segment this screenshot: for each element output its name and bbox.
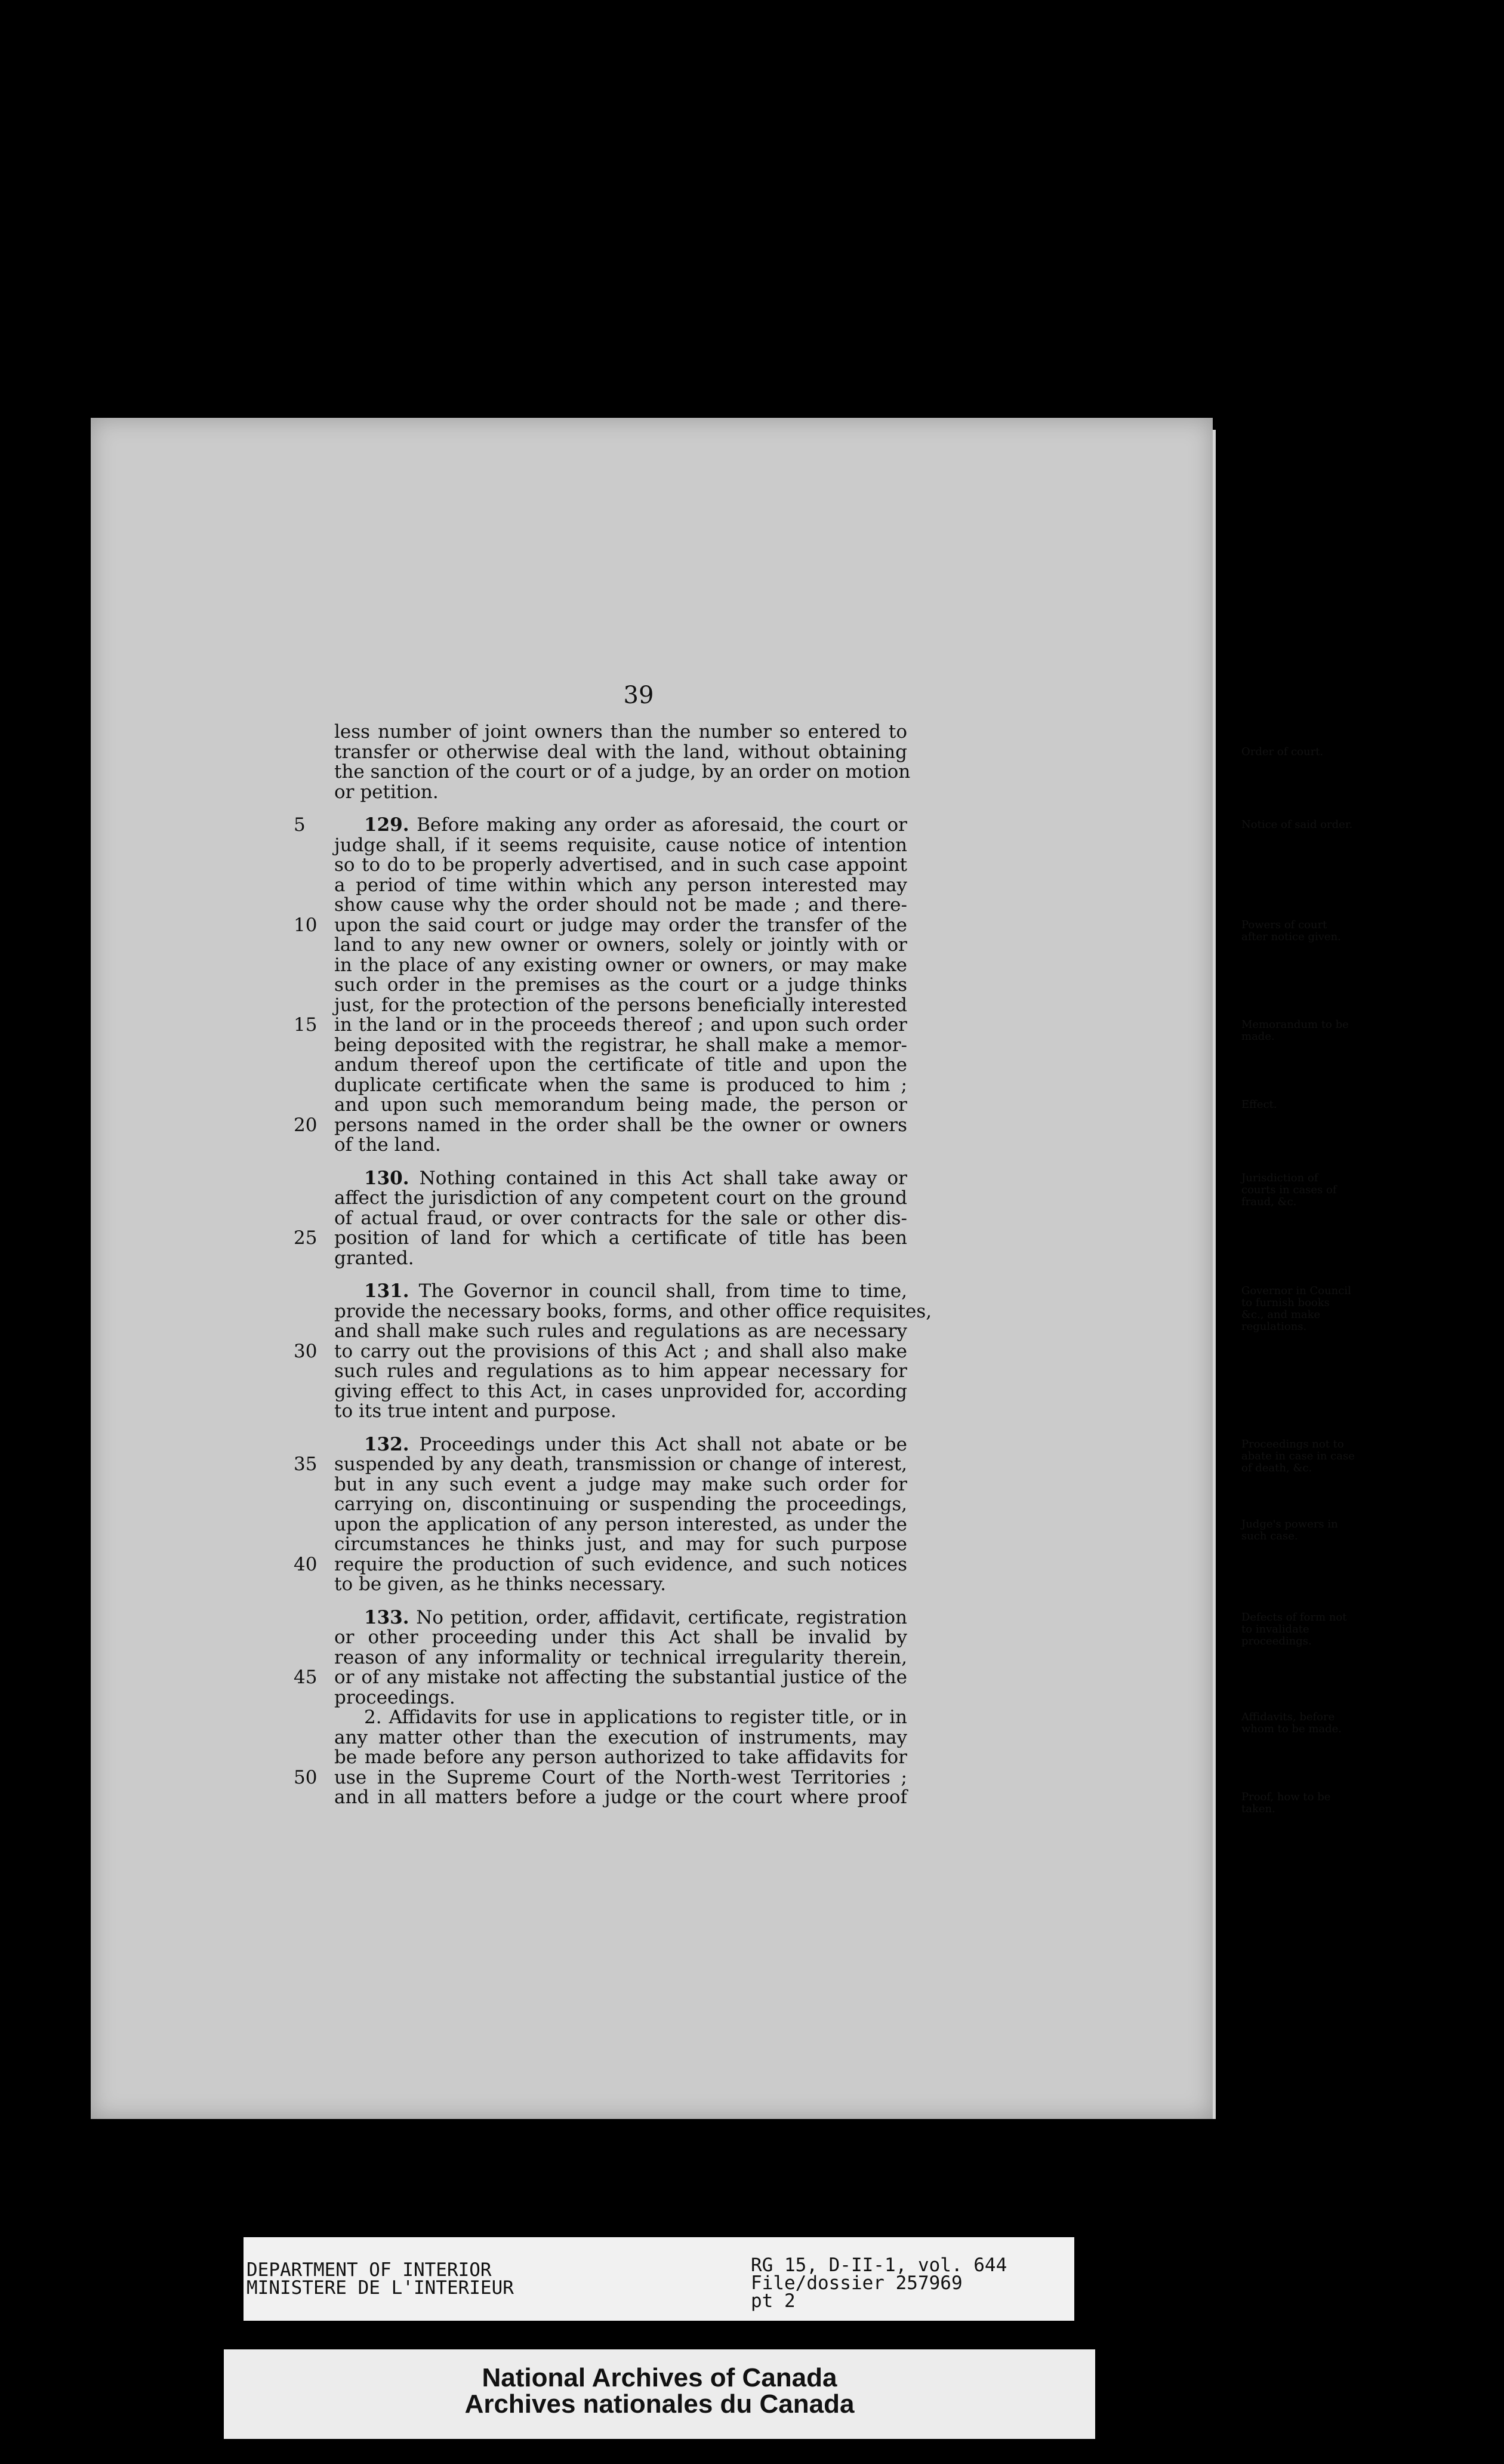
line-text: being deposited with the registrar, he shall make a memor-	[334, 1034, 907, 1056]
margin-note: Defects of form not to invalidate proceedings.	[1241, 1610, 1347, 1647]
line-text: circumstances he thinks just, and may for such purpose	[334, 1533, 907, 1555]
text-line	[294, 1766, 907, 1788]
line-text: and in all matters before a judge or the court where proof	[334, 1787, 907, 1808]
line-text: but in any such event a judge may make such order for	[334, 1473, 907, 1495]
text-line	[294, 1227, 907, 1249]
paragraph-gap	[334, 1268, 907, 1282]
line-text: such rules and regulations as to him appear necessary for	[334, 1360, 907, 1382]
line-number: 30	[294, 1340, 318, 1362]
line-text: to its true intent and purpose.	[334, 1400, 617, 1422]
text-line	[334, 1495, 907, 1515]
national-archives-stamp	[224, 2349, 1095, 2439]
line-number: 50	[294, 1766, 318, 1788]
line-text: Proceedings under this Act shall not abate or be	[409, 1433, 907, 1455]
section-number: 129.	[364, 814, 409, 836]
paragraph-gap	[334, 802, 907, 815]
line-text: land to any new owner or owners, solely or jointly with or	[334, 934, 907, 956]
line-text: or of any mistake not affecting the substantial justice of the	[334, 1667, 907, 1688]
line-text: persons named in the order shall be the owner or owners	[334, 1114, 907, 1136]
text-line	[294, 1553, 907, 1575]
text-line	[334, 722, 907, 743]
text-line	[334, 1382, 907, 1402]
margin-note: Governor in Council to furnish books &c., and make regulations.	[1241, 1285, 1351, 1333]
line-text: carrying on, discontinuing or suspending the proceedings,	[334, 1493, 907, 1515]
text-line	[334, 1515, 907, 1535]
margin-note: Jurisdiction of courts in cases of fraud, &c.	[1241, 1171, 1337, 1208]
line-text: to carry out the provisions of this Act ; and shall also make	[334, 1340, 907, 1362]
text-line	[334, 855, 907, 876]
text-line	[334, 1055, 907, 1076]
line-text: any matter other than the execution of instruments, may	[334, 1726, 907, 1748]
text-line	[334, 935, 907, 956]
file-reference-line: pt 2	[751, 2290, 796, 2312]
line-text: transfer or otherwise deal with the land, without obtaining	[334, 741, 907, 763]
text-line	[334, 761, 911, 783]
archives-name-english: National Archives of Canada	[482, 2363, 837, 2392]
line-text: judge shall, if it seems requisite, cause notice of intention	[334, 834, 907, 856]
text-line	[334, 1036, 907, 1056]
text-line	[334, 836, 907, 856]
line-text: of the land.	[334, 1134, 441, 1156]
line-text: granted.	[334, 1247, 414, 1269]
line-text: No petition, order, affidavit, certificate, registration	[409, 1606, 907, 1628]
paragraph-gap	[334, 1156, 907, 1169]
line-text: Before making any order as aforesaid, the court or	[409, 814, 907, 836]
margin-note: Proceedings not to abate in case in case of death, &c.	[1241, 1437, 1355, 1474]
line-number: 25	[294, 1227, 318, 1249]
section-number: 131.	[364, 1280, 409, 1302]
text-line	[334, 1435, 907, 1455]
line-text: in the land or in the proceeds thereof ; and upon such order	[334, 1014, 907, 1036]
line-text: to be given, as he thinks necessary.	[334, 1573, 666, 1595]
line-number: 5	[294, 814, 306, 836]
text-line	[334, 1249, 907, 1269]
section-number: 133.	[364, 1606, 409, 1628]
paragraph-gap	[334, 1422, 907, 1435]
margin-note: Affidavits, before whom to be made.	[1241, 1711, 1342, 1735]
text-line	[334, 783, 907, 803]
line-text: of actual fraud, or over contracts for the sale or other dis-	[334, 1207, 907, 1229]
text-line	[334, 1608, 907, 1628]
text-line	[294, 814, 907, 836]
text-line	[334, 1300, 932, 1322]
line-text: the sanction of the court or of a judge, by an order on motion	[334, 761, 911, 783]
text-line	[334, 1788, 907, 1808]
margin-note: Memorandum to be made.	[1241, 1018, 1349, 1043]
text-line	[294, 1340, 907, 1362]
line-text: or other proceeding under this Act shall be invalid by	[334, 1627, 907, 1648]
text-line	[294, 1667, 907, 1688]
margin-note: Powers of court after notice given.	[1241, 918, 1341, 943]
text-line	[334, 1322, 907, 1342]
margin-note: Notice of said order.	[1241, 818, 1353, 831]
line-text: proceedings.	[334, 1686, 455, 1708]
line-number: 15	[294, 1014, 318, 1036]
text-line	[334, 956, 907, 976]
text-line	[334, 743, 907, 763]
text-line	[334, 1135, 907, 1156]
line-text: use in the Supreme Court of the North-west Territories ;	[334, 1766, 907, 1788]
line-text: duplicate certificate when the same is produced to him ;	[334, 1074, 907, 1096]
line-text: show cause why the order should not be made ; and there-	[334, 894, 907, 916]
text-line	[334, 1688, 907, 1708]
text-line	[334, 1575, 907, 1595]
line-number: 45	[294, 1667, 318, 1688]
text-line	[334, 1188, 907, 1209]
text-line	[334, 1648, 907, 1668]
text-line	[294, 1114, 907, 1136]
line-number: 40	[294, 1553, 318, 1575]
line-text: position of land for which a certificate of title has been	[334, 1227, 907, 1249]
text-line	[294, 1014, 907, 1036]
line-text: affect the jurisdiction of any competent court on the ground	[334, 1187, 907, 1209]
line-text: in the place of any existing owner or owners, or may make	[334, 954, 907, 976]
text-line	[334, 876, 907, 896]
line-text: or petition.	[334, 781, 439, 803]
line-text: reason of any informality or technical irregularity therein,	[334, 1646, 907, 1668]
text-line	[334, 1402, 907, 1422]
line-number: 35	[294, 1453, 318, 1475]
text-line	[334, 1095, 907, 1116]
text-line	[334, 975, 907, 996]
file-reference-line: RG 15, D-II-1, vol. 644	[751, 2254, 1007, 2276]
department-label	[246, 2261, 514, 2297]
paragraph-gap	[334, 1595, 907, 1608]
text-line	[334, 1362, 907, 1382]
line-number: 20	[294, 1114, 318, 1136]
file-reference	[751, 2256, 1007, 2310]
line-text: upon the said court or judge may order the transfer of the	[334, 914, 907, 936]
line-number: 10	[294, 914, 318, 936]
line-text: less number of joint owners than the number so entered to	[334, 721, 907, 743]
text-line	[334, 996, 907, 1016]
text-line	[334, 1209, 907, 1229]
section-number: 132.	[364, 1433, 409, 1455]
line-text: provide the necessary books, forms, and other office requisites,	[334, 1300, 932, 1322]
line-text: Affidavits for use in applications to register title, or in	[381, 1707, 907, 1728]
text-line	[334, 1475, 907, 1495]
text-line	[294, 1453, 907, 1475]
margin-note: Judge's powers in such case.	[1241, 1517, 1338, 1542]
text-line	[334, 1748, 907, 1768]
text-line	[334, 1169, 907, 1189]
archives-name-french: Archives nationales du Canada	[464, 2389, 855, 2419]
text-line	[334, 1076, 907, 1096]
section-number: 130.	[364, 1167, 409, 1189]
text-line	[334, 1728, 907, 1748]
line-text: The Governor in council shall, from time to time,	[409, 1280, 907, 1302]
text-line	[334, 895, 907, 916]
line-text: so to do to be properly advertised, and in such case appoint	[334, 854, 907, 876]
text-line	[334, 1282, 907, 1302]
margin-note: Proof, how to be taken.	[1241, 1791, 1331, 1815]
text-line	[334, 1535, 907, 1555]
line-text: upon the application of any person interested, as under the	[334, 1513, 907, 1535]
section-number: 2.	[364, 1707, 382, 1728]
line-text: andum thereof upon the certificate of title and upon the	[334, 1054, 907, 1076]
archive-reference-label	[244, 2237, 1074, 2321]
line-text: be made before any person authorized to take affidavits for	[334, 1747, 907, 1768]
margin-note: Order of court.	[1241, 745, 1324, 758]
statute-text	[294, 721, 1355, 1815]
line-text: a period of time within which any person interested may	[334, 874, 907, 896]
department-line: DEPARTMENT OF INTERIOR	[246, 2259, 492, 2281]
page-number: 39	[623, 682, 654, 709]
line-text: giving effect to this Act, in cases unprovided for, according	[334, 1380, 907, 1402]
text-line	[294, 914, 907, 936]
line-text: just, for the protection of the persons beneficially interested	[334, 994, 907, 1016]
file-reference-line: File/dossier 257969	[751, 2272, 963, 2294]
line-text: require the production of such evidence, and such notices	[334, 1553, 907, 1575]
line-text: Nothing contained in this Act shall take away or	[409, 1167, 907, 1189]
line-text: suspended by any death, transmission or change of interest,	[334, 1453, 907, 1475]
text-line	[334, 1628, 907, 1648]
line-text: and upon such memorandum being made, the person or	[334, 1094, 907, 1116]
line-text: such order in the premises as the court or a judge thinks	[334, 974, 907, 996]
text-line	[334, 1708, 907, 1728]
department-line: MINISTERE DE L'INTERIEUR	[246, 2277, 514, 2299]
line-text: and shall make such rules and regulations as are necessary	[334, 1320, 907, 1342]
margin-note: Effect.	[1241, 1098, 1277, 1111]
